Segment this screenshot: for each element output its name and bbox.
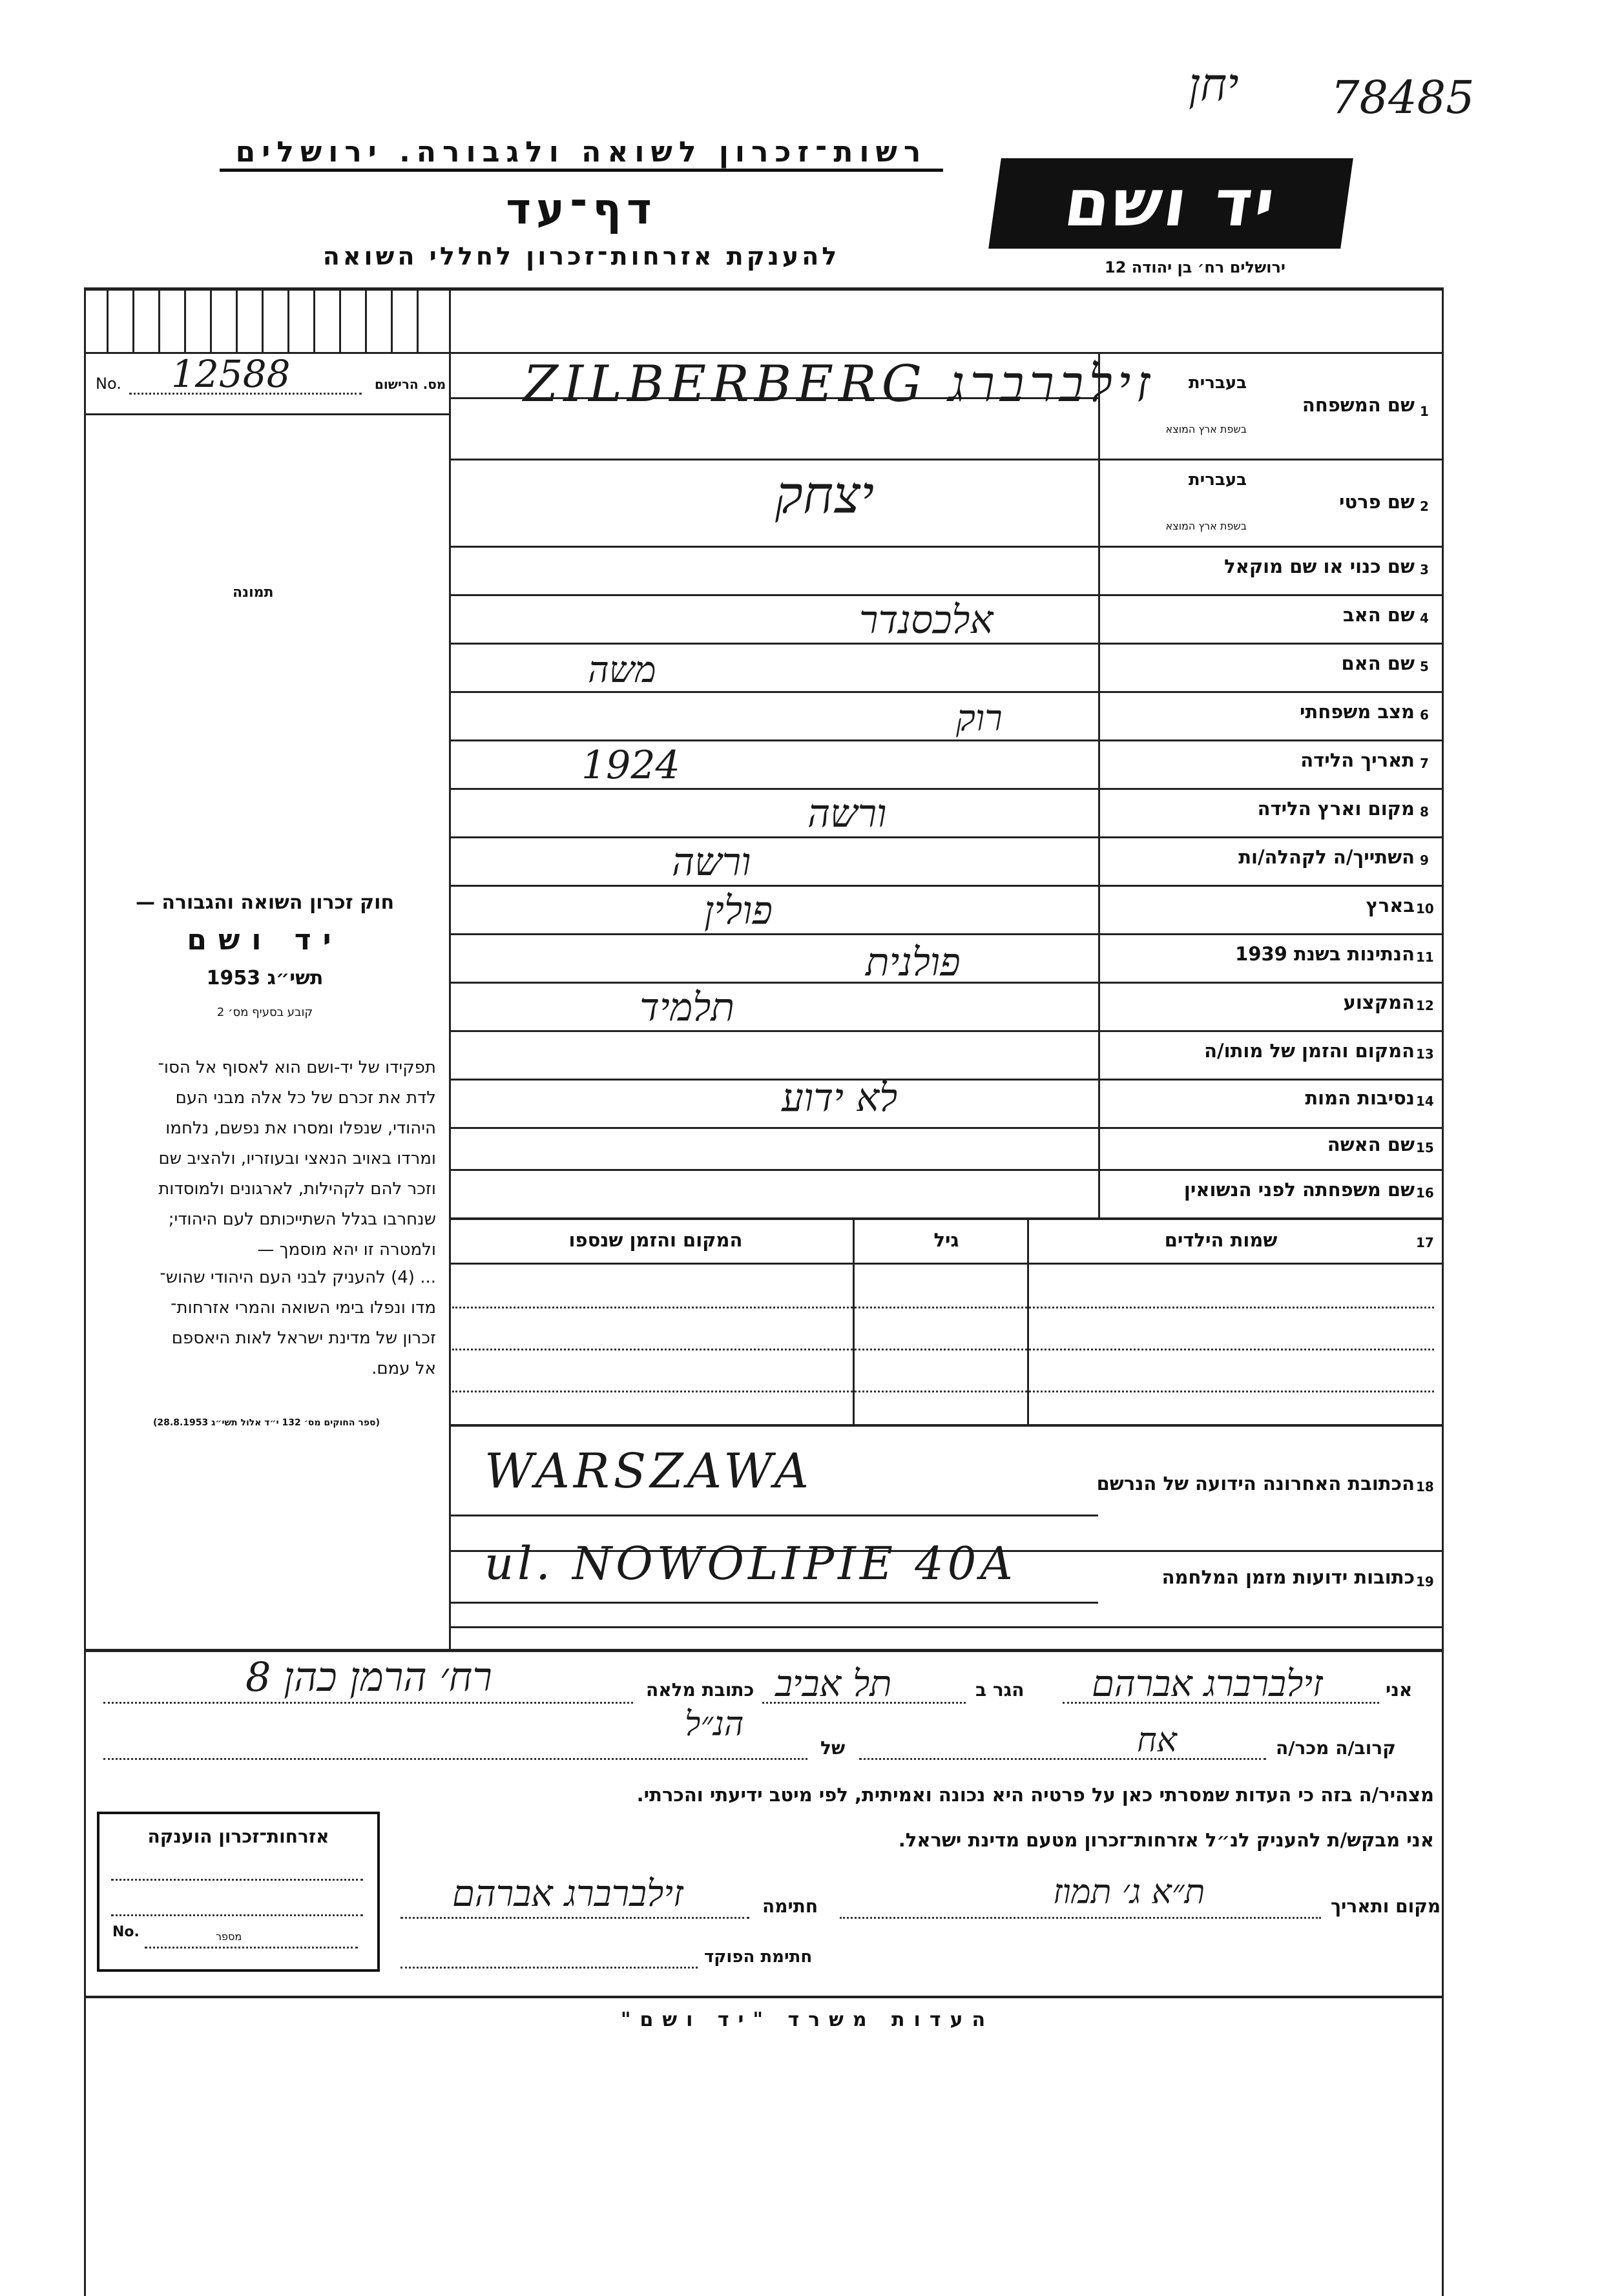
declarant-addr-label: כתובת מלאה: [646, 1679, 754, 1701]
children-col-age: גיל: [933, 1229, 959, 1251]
declarant-ani: אני: [1386, 1679, 1413, 1701]
officer-signature-label: חתימת הפוקד: [704, 1947, 813, 1967]
law-title: חוק זכרון השואה והגבורה —: [135, 891, 395, 914]
handwritten-mark: יחן: [1189, 58, 1239, 111]
field-8-num: 8: [1420, 804, 1429, 820]
footer-text: העדות משרד "יד ושם": [620, 2009, 995, 2031]
field-19-num: 19: [1416, 1574, 1434, 1589]
field-7-label: תאריך הלידה: [1300, 749, 1415, 771]
field-4-value[interactable]: אלכסנדר: [859, 597, 993, 643]
law-text-2: ... (4) להעניק לבני העם היהודי שהוש־ מדו ונפלו בימי השואה והמרי אזרחות־ זכרון של מדינת ישראל לאות היאספם אל עמם.: [160, 1268, 436, 1378]
field-17-num: 17: [1416, 1235, 1434, 1250]
field-2-num: 2: [1420, 499, 1429, 514]
relation-value[interactable]: אח: [1137, 1721, 1177, 1760]
field-7-value[interactable]: 1924: [581, 743, 680, 788]
field-15-label: שם האשה: [1327, 1133, 1415, 1155]
declarant-city[interactable]: תל אביב: [775, 1663, 892, 1705]
field-2-sub2: בעברית: [1188, 470, 1247, 490]
field-1-sub2: בעברית: [1188, 373, 1247, 393]
field-19-label: כתובות ידועות מזמן המלחמה: [1161, 1566, 1415, 1588]
field-10-num: 10: [1416, 901, 1434, 916]
declaration-request: אני מבקש/ת להעניק לנ״ל אזרחות־זכרון מטעם מדינת ישראל.: [898, 1829, 1434, 1851]
declarant-resides-label: הגר ב: [975, 1679, 1025, 1701]
field-3-num: 3: [1420, 562, 1429, 577]
law-year: תשי״ג 1953: [206, 967, 324, 989]
certificate-title: אזרחות־זכרון הוענקה: [147, 1826, 329, 1847]
of-value[interactable]: הנ״ל: [685, 1705, 744, 1744]
field-4-label: שם האב: [1342, 604, 1415, 626]
field-8-label: מקום וארץ הלידה: [1257, 798, 1415, 820]
certificate-no: No.: [112, 1924, 140, 1940]
place-date-value[interactable]: ת״א ג׳ תמוז: [1053, 1873, 1205, 1912]
authority-title: רשות־זכרון לשואה ולגבורה. ירושלים: [220, 136, 943, 172]
field-12-num: 12: [1416, 998, 1434, 1013]
field-18-value[interactable]: WARSZAWA: [484, 1443, 813, 1499]
field-1-sub: בשפת ארץ המוצא: [1165, 423, 1247, 435]
of-label: של: [820, 1737, 846, 1759]
field-9-value[interactable]: ורשה: [672, 840, 751, 885]
field-1-value[interactable]: ZILBERBERG זילברברג: [523, 355, 1156, 413]
field-13-num: 13: [1416, 1046, 1434, 1062]
field-11-value[interactable]: פולנית: [866, 940, 961, 985]
field-6-value[interactable]: רוק: [956, 698, 1003, 739]
signature-label: חתימה: [762, 1896, 818, 1917]
field-12-label: המקצוע: [1343, 991, 1415, 1013]
field-18-num: 18: [1416, 1479, 1434, 1494]
field-6-label: מצב משפחתי: [1299, 701, 1415, 723]
declaration-statement: מצהיר/ה בזה כי העדות שמסרתי כאן על פרטיה היא נכונה ואמיתית, לפי מיטב ידיעתי והכרתי.: [636, 1784, 1434, 1806]
field-7-num: 7: [1420, 756, 1429, 771]
field-2-value[interactable]: יצחק: [775, 465, 875, 525]
field-18-label: הכתובת האחרונה הידועה של הנרשם: [1096, 1473, 1415, 1494]
field-15-num: 15: [1416, 1140, 1434, 1155]
form-subtitle: להענקת אזרחות־זכרון לחללי השואה: [322, 242, 840, 271]
field-6-num: 6: [1420, 707, 1429, 723]
relation-label: קרוב/ה מכר/ה: [1276, 1737, 1396, 1759]
form-title: דף־עד: [506, 184, 657, 234]
declarant-name[interactable]: זילברברג אברהם: [1092, 1663, 1323, 1705]
field-2-sub: בשפת ארץ המוצא: [1165, 520, 1247, 532]
field-5-label: שם האם: [1341, 652, 1415, 674]
law-reference: (ספר החוקים מס׳ 132 י״ד אלול תשי״ג 28.8.1953): [153, 1418, 380, 1428]
field-1-label: שם המשפחה: [1302, 394, 1415, 416]
field-19-value[interactable]: ul. NOWOLIPIE 40A: [484, 1537, 1017, 1590]
yad-vashem-logo: יד ושם: [988, 158, 1353, 249]
field-14-num: 14: [1416, 1093, 1434, 1109]
field-1-num: 1: [1420, 404, 1429, 419]
field-10-value[interactable]: פולין: [704, 888, 773, 933]
field-5-value[interactable]: משה: [588, 649, 656, 691]
law-name: יד ושם: [187, 924, 343, 957]
field-11-num: 11: [1416, 949, 1434, 965]
children-col-place: המקום והזמן שנספו: [568, 1229, 743, 1251]
signature-value[interactable]: זילברברג אברהם: [452, 1873, 683, 1915]
field-11-label: הנתינות בשנת 1939: [1235, 943, 1415, 965]
field-2-label: שם פרטי: [1338, 491, 1415, 513]
certificate-no-label: מספר: [216, 1930, 242, 1943]
reg-label: מס. הרישום: [375, 377, 446, 392]
reg-prefix: No.: [96, 375, 121, 393]
field-4-num: 4: [1420, 610, 1429, 626]
children-col-names: שמות הילדים: [1164, 1229, 1278, 1251]
place-date-label: מקום ותאריך: [1331, 1896, 1441, 1917]
field-3-label: שם כנוי או שם מוקאל: [1224, 555, 1415, 577]
law-clause: קובע בסעיף מס׳ 2: [216, 1006, 313, 1019]
field-16-label: שם משפחתה לפני הנשואין: [1183, 1179, 1415, 1201]
field-14-value[interactable]: לא ידוע: [782, 1075, 898, 1121]
law-text: תפקידו של יד-ושם הוא לאסוף אל הסו־ לדת את זכרם של כל אלה מבני העם היהודי, שנפלו ומסרו את נפשם, נלחמו ומרדו באויב הנאצי ובעוזריו, ולהציב שם וזכר להם לקהילות, לארגונים ולמוסדות שנחרבו בגלל השתייכותם לעם היהודי; ולמטרה זו יהא מוסמך —: [158, 1058, 436, 1259]
field-8-value[interactable]: ורשה: [807, 791, 887, 836]
declarant-address[interactable]: רח׳ הרמן כהן 8: [245, 1653, 492, 1701]
field-16-num: 16: [1416, 1185, 1434, 1201]
reg-number: 12588: [171, 352, 291, 396]
address-line: ירושלים רח׳ בן יהודה 12: [1105, 258, 1285, 276]
field-14-label: נסיבות המות: [1305, 1087, 1415, 1109]
field-9-num: 9: [1420, 853, 1429, 868]
field-13-label: המקום והזמן של מותו/ה: [1204, 1040, 1415, 1062]
field-10-label: בארץ: [1366, 895, 1415, 916]
field-12-value[interactable]: תלמיד: [640, 985, 734, 1030]
field-5-num: 5: [1420, 659, 1429, 674]
certificate-box: [97, 1812, 380, 1972]
photo-label: תמונה: [233, 584, 274, 601]
field-9-label: השתייך/ה לקהלה/ות: [1238, 846, 1415, 868]
archive-number: 78485: [1331, 71, 1475, 124]
